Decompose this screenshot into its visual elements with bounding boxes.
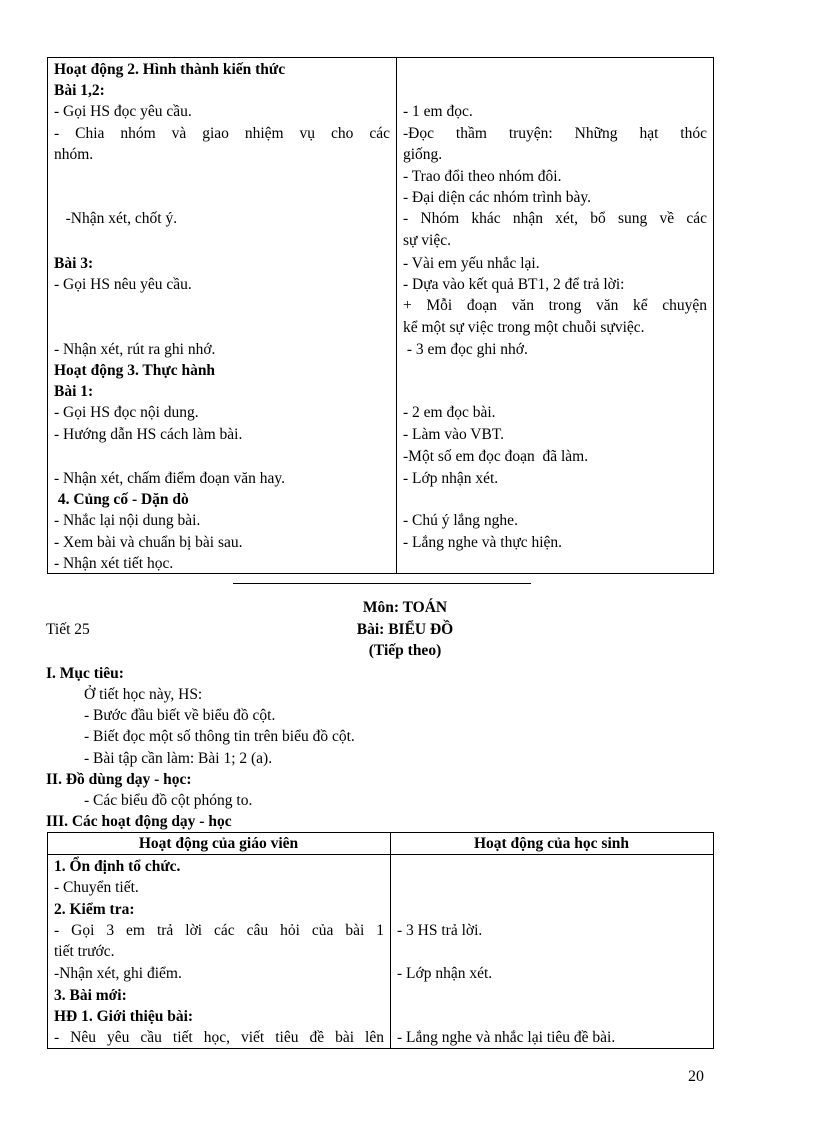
text-line: Bài 1,2: [54, 82, 105, 99]
text-line: - Đại diện các nhóm trình bày. [403, 189, 591, 206]
text-line: - Lớp nhận xét. [403, 470, 499, 487]
text-line: - 3 HS trả lời. [397, 922, 483, 939]
text-line: - Lắng nghe và nhắc lại tiêu đề bài. [397, 1029, 616, 1046]
section-separator [233, 583, 531, 584]
text-line: 2. Kiểm tra: [54, 901, 135, 918]
text-line: - Nhóm khác nhận xét, bổ sung về các [403, 210, 707, 227]
text-line: - Nhắc lại nội dung bài. [54, 512, 201, 529]
text-line: - Gọi 3 em trả lời các câu hỏi của bài 1 [54, 922, 384, 939]
text-line: - Làm vào VBT. [403, 426, 505, 443]
text-line: tiết trước. [54, 943, 115, 960]
text-line: - Hướng dẫn HS cách làm bài. [54, 426, 243, 443]
text-line: Bài 1: [54, 383, 94, 400]
text-line: 3. Bài mới: [54, 987, 127, 1004]
text-line: Hoạt động 2. Hình thành kiến thức [54, 61, 286, 78]
text-line: - Chuyển tiết. [54, 879, 139, 896]
text-line: -Đọc thầm truyện: Những hạt thóc [403, 125, 707, 142]
text-line: nhóm. [54, 146, 94, 163]
text-line: - Gọi HS nêu yêu cầu. [54, 276, 192, 293]
text-line: - Dựa vào kết quả BT1, 2 để trả lời: [403, 276, 625, 293]
period-label: Tiết 25 [46, 621, 90, 638]
text-line: -Nhận xét, chốt ý. [54, 210, 178, 227]
text-line: - Nhận xét tiết học. [54, 555, 174, 572]
text-line: sự việc. [403, 232, 451, 249]
subject-title: Môn: TOÁN [362, 599, 448, 616]
text-line: I. Mục tiêu: [46, 665, 124, 682]
teacher-column-header: Hoạt động của giáo viên [138, 835, 299, 852]
text-line: II. Đồ dùng dạy - học: [46, 771, 192, 788]
text-line: - 1 em đọc. [403, 103, 473, 120]
text-line: 1. Ổn định tổ chức. [54, 858, 181, 875]
text-line: - Nhận xét, rút ra ghi nhớ. [54, 341, 216, 358]
student-column-header: Hoạt động của học sinh [473, 835, 630, 852]
text-line: -Nhận xét, ghi điểm. [54, 965, 182, 982]
text-line: - Lớp nhận xét. [397, 965, 493, 982]
table1-middle-border [396, 57, 397, 574]
text-line: - Các biểu đồ cột phóng to. [84, 792, 253, 809]
text-line: Hoạt động 3. Thực hành [54, 362, 216, 379]
text-line: giống. [403, 146, 443, 163]
text-line: - Chia nhóm và giao nhiệm vụ cho các [54, 125, 390, 142]
text-line: - Biết đọc một số thông tin trên biểu đồ cột. [84, 728, 355, 745]
table2-left-border [47, 832, 48, 1049]
page-number: 20 [688, 1068, 704, 1085]
table1-right-border [713, 57, 714, 574]
text-line: - Nêu yêu cầu tiết học, viết tiêu đề bài lên [54, 1029, 384, 1046]
text-line: - 3 em đọc ghi nhớ. [403, 341, 528, 358]
table2-header-border [47, 854, 714, 855]
text-line: - Gọi HS đọc yêu cầu. [54, 103, 192, 120]
lesson-title: Bài: BIỂU ĐỒ [356, 621, 454, 638]
text-line: - Vài em yếu nhắc lại. [403, 255, 540, 272]
text-line: - Gọi HS đọc nội dung. [54, 404, 199, 421]
text-line: Bài 3: [54, 255, 94, 272]
text-line: - Trao đổi theo nhóm đôi. [403, 168, 562, 185]
text-line: Ở tiết học này, HS: [84, 686, 203, 703]
lesson-subtitle: (Tiếp theo) [368, 642, 442, 659]
text-line: - Lắng nghe và thực hiện. [403, 534, 563, 551]
table2-bottom-border [47, 1048, 714, 1049]
table2-right-border [713, 832, 714, 1049]
table2-middle-border [390, 832, 391, 1049]
text-line: kể một sự việc trong một chuỗi sựviệc. [403, 319, 645, 336]
text-line: - 2 em đọc bài. [403, 404, 496, 421]
text-line: III. Các hoạt động dạy - học [46, 813, 232, 830]
table1-top-border [47, 57, 714, 58]
text-line: HĐ 1. Giới thiệu bài: [54, 1008, 194, 1025]
table1-left-border [47, 57, 48, 574]
text-line: - Chú ý lắng nghe. [403, 512, 518, 529]
text-line: 4. Củng cố - Dặn dò [54, 491, 189, 508]
text-line: + Mỗi đoạn văn trong văn kể chuyện [403, 297, 707, 314]
text-line: - Xem bài và chuẩn bị bài sau. [54, 534, 243, 551]
text-line: - Bước đầu biết về biểu đồ cột. [84, 707, 276, 724]
text-line: - Nhận xét, chấm điểm đoạn văn hay. [54, 470, 285, 487]
text-line: - Bài tập cần làm: Bài 1; 2 (a). [84, 750, 273, 767]
text-line: -Một số em đọc đoạn đã làm. [403, 448, 589, 465]
